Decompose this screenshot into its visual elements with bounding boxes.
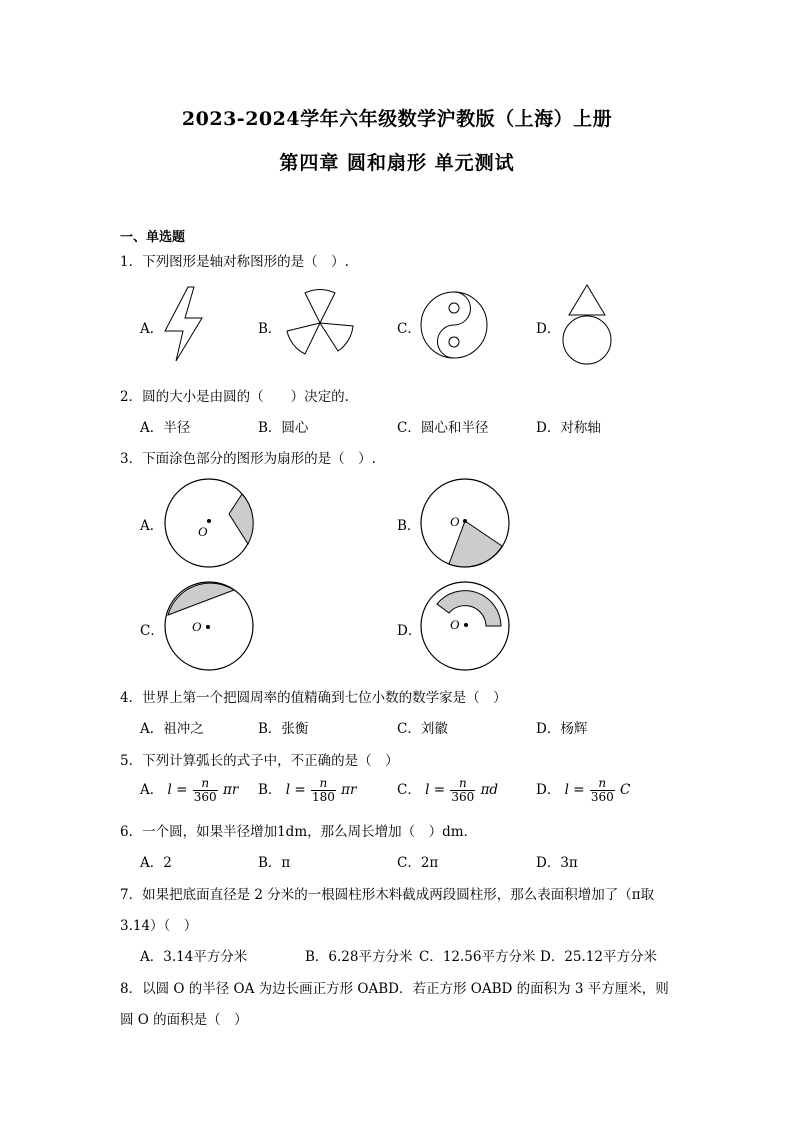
- q5-c-rest: πd: [480, 782, 499, 798]
- circle-figure-d: [420, 581, 510, 671]
- q5-b-label: B．: [258, 782, 282, 798]
- center-label-c: O: [192, 619, 202, 634]
- question-4-stem: 4．世界上第一个把圆周率的值精确到七位小数的数学家是（ ）: [120, 690, 507, 706]
- yin-yang-figure: [420, 291, 488, 359]
- q6-option-a: A．2: [140, 855, 172, 871]
- q5-c-lhs: l =: [425, 782, 446, 798]
- center-label-b: O: [450, 514, 460, 529]
- center-label-a: O: [198, 524, 208, 539]
- q7-option-a: A．3.14平方分米: [140, 949, 248, 965]
- q5-c-label: C．: [397, 782, 421, 798]
- q5-a-lhs: l =: [167, 782, 188, 798]
- q2-option-a: A．半径: [140, 420, 191, 436]
- question-5-stem: 5．下列计算弧长的式子中，不正确的是（ ）: [120, 753, 399, 769]
- q5-a-rest: πr: [222, 782, 239, 798]
- q6-option-b: B．π: [258, 855, 291, 871]
- q5-option-d: [536, 777, 630, 804]
- q5-d-lhs: l =: [564, 782, 585, 798]
- q1-option-a-label: A．: [140, 321, 164, 337]
- q5-d-fraction: $\frac{n}{360}$: [590, 776, 614, 804]
- q6-option-c: C．2π: [397, 855, 439, 871]
- question-2-stem: 2．圆的大小是由圆的（ ）决定的.: [120, 389, 349, 405]
- q5-a-label: A．: [140, 782, 164, 798]
- question-7-stem-line2: 3.14）（ ）: [120, 918, 198, 934]
- q5-option-a: [140, 777, 238, 804]
- circle-figure-b: [420, 478, 510, 568]
- q5-option-b: [258, 777, 356, 804]
- q4-option-d: D．杨辉: [536, 721, 588, 737]
- q1-option-d-label: D．: [536, 321, 561, 337]
- triangle-on-circle-figure: [561, 283, 613, 365]
- lightning-bolt-figure: [163, 285, 205, 365]
- q6-option-d: D．3π: [536, 855, 578, 871]
- q7-option-c: C．12.56平方分米: [419, 949, 536, 965]
- q1-option-b-label: B．: [258, 321, 282, 337]
- q4-option-a: A．祖冲之: [140, 721, 204, 737]
- question-8-stem-line2: 圆 O 的面积是（ ）: [120, 1012, 248, 1028]
- q2-option-b: B．圆心: [258, 420, 309, 436]
- circle-figure-a: [164, 478, 254, 568]
- q1-option-c-label: C．: [397, 321, 421, 337]
- q3-option-d-label: D．: [397, 623, 422, 639]
- q3-option-c-label: C．: [140, 623, 164, 639]
- q5-d-rest: C: [620, 782, 631, 798]
- q2-option-d: D．对称轴: [536, 420, 601, 436]
- q7-option-d: D．25.12平方分米: [540, 949, 657, 965]
- three-blade-fan-figure: [283, 288, 358, 358]
- q5-b-lhs: l =: [285, 782, 306, 798]
- section-heading: 一、单选题: [120, 230, 186, 245]
- q2-option-c: C．圆心和半径: [397, 420, 489, 436]
- q3-option-a-label: A．: [140, 518, 164, 534]
- chapter-title: 第四章 圆和扇形 单元测试: [279, 152, 515, 174]
- question-1-stem: 1．下列图形是轴对称图形的是（ ）.: [120, 254, 349, 270]
- q3-option-b-label: B．: [397, 518, 421, 534]
- q7-option-b: B．6.28平方分米: [305, 949, 413, 965]
- q5-c-fraction: $\frac{n}{360}$: [451, 776, 475, 804]
- q4-option-b: B．张衡: [258, 721, 309, 737]
- question-8-stem-line1: 8．以圆 O 的半径 OA 为边长画正方形 OABD．若正方形 OABD 的面积为 3 平方厘米，则: [120, 981, 669, 997]
- center-label-d: O: [450, 617, 460, 632]
- question-3-stem: 3．下面涂色部分的图形为扇形的是（ ）.: [120, 451, 376, 467]
- q5-option-c: [397, 777, 498, 804]
- q5-b-fraction: $\frac{n}{180}$: [311, 776, 335, 804]
- q5-b-rest: πr: [341, 782, 357, 798]
- q5-a-fraction: $\frac{n}{360}$: [193, 776, 217, 804]
- question-6-stem: 6．一个圆，如果半径增加1dm，那么周长增加（ ）dm．: [120, 824, 478, 840]
- q5-d-label: D．: [536, 782, 561, 798]
- question-7-stem-line1: 7．如果把底面直径是 2 分米的一根圆柱形木料截成两段圆柱形，那么表面积增加了（π取: [120, 887, 655, 903]
- circle-figure-c: [164, 581, 254, 671]
- q4-option-c: C．刘徽: [397, 721, 448, 737]
- document-title: 2023-2024学年六年级数学沪教版（上海）上册: [181, 108, 613, 130]
